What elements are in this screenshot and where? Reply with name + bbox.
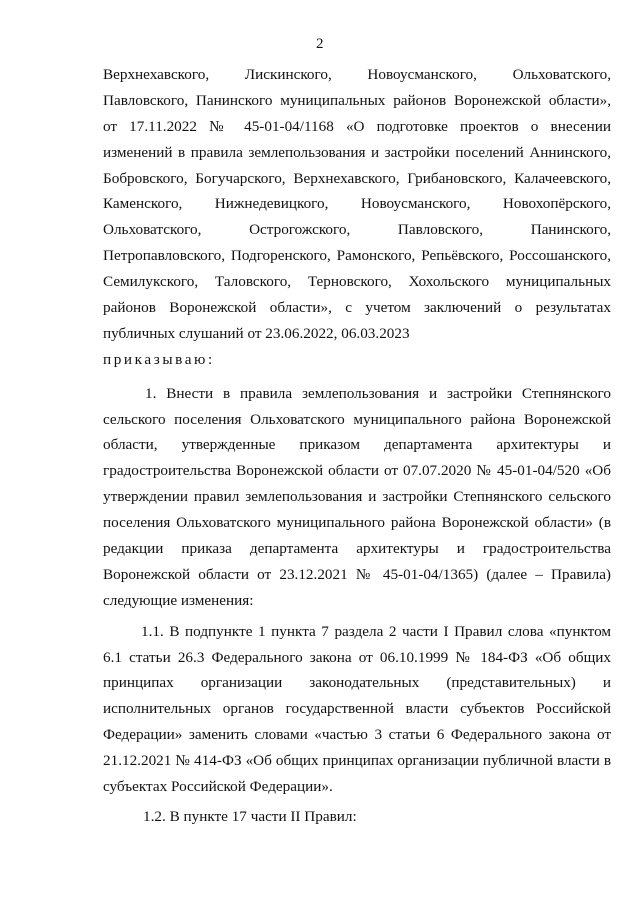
text-line: субъектах Российской Федерации».	[103, 778, 333, 796]
text-line: Федерации» заменить словами «частью 3 статьи 6 Федерального закона от	[103, 726, 611, 744]
text-line: 21.12.2021 № 414-ФЗ «Об общих принципах организации публичной власти в	[103, 752, 611, 770]
text-line: районов Воронежской области», с учетом заключений о результатах	[103, 299, 611, 317]
document-body	[103, 62, 611, 830]
text-line: исполнительных органов государственной власти субъектов Российской	[103, 700, 611, 718]
text-line: приказываю:	[103, 350, 215, 368]
text-line: изменений в правила землепользования и застройки поселений Аннинского,	[103, 143, 611, 161]
text-line: 1.2. В пункте 17 части II Правил:	[143, 807, 357, 825]
text-line: Каменского, Нижнедевицкого, Новоусманского, Новохопёрского,	[103, 195, 611, 213]
text-line: утверждении правил землепользования и застройки Степнянского сельского	[103, 488, 611, 506]
text-line: поселения Ольховатского муниципального района Воронежской области» (в	[103, 514, 611, 532]
text-line: Воронежской области от 23.12.2021 № 45-01-04/1365) (далее – Правила)	[103, 565, 611, 583]
text-line: Семилукского, Таловского, Терновского, Хохольского муниципальных	[103, 273, 611, 291]
page-number: 2	[316, 36, 324, 52]
text-line: Павловского, Панинского муниципальных районов Воронежской области»,	[103, 91, 611, 109]
text-line: сельского поселения Ольховатского муниципального района Воронежской	[103, 410, 611, 428]
text-line: области, утвержденные приказом департамента архитектуры и	[103, 436, 611, 454]
text-line: градостроительства Воронежской области от 07.07.2020 № 45-01-04/520 «Об	[103, 462, 611, 480]
text-line: Бобровского, Богучарского, Верхнехавского, Грибановского, Калачеевского,	[103, 169, 611, 187]
text-line: от 17.11.2022 № 45-01-04/1168 «О подготовке проектов о внесении	[103, 117, 611, 135]
text-line: Петропавловского, Подгоренского, Рамонского, Репьёвского, Россошанского,	[103, 247, 611, 265]
text-line: принципах организации законодательных (представительных) и	[103, 674, 611, 692]
text-line: 6.1 статьи 26.3 Федерального закона от 06.10.1999 № 184-ФЗ «Об общих	[103, 648, 611, 666]
text-line: 1. Внести в правила землепользования и застройки Степнянского	[145, 384, 611, 402]
text-line: следующие изменения:	[103, 591, 254, 609]
text-line: публичных слушаний от 23.06.2022, 06.03.2023	[103, 324, 410, 342]
text-line: Ольховатского, Острогожского, Павловского, Панинского,	[103, 221, 611, 239]
text-line: 1.1. В подпункте 1 пункта 7 раздела 2 части I Правил слова «пунктом	[141, 622, 611, 640]
text-line: редакции приказа департамента архитектуры и градостроительства	[103, 540, 611, 558]
text-line: Верхнехавского, Лискинского, Новоусманского, Ольховатского,	[103, 66, 611, 83]
